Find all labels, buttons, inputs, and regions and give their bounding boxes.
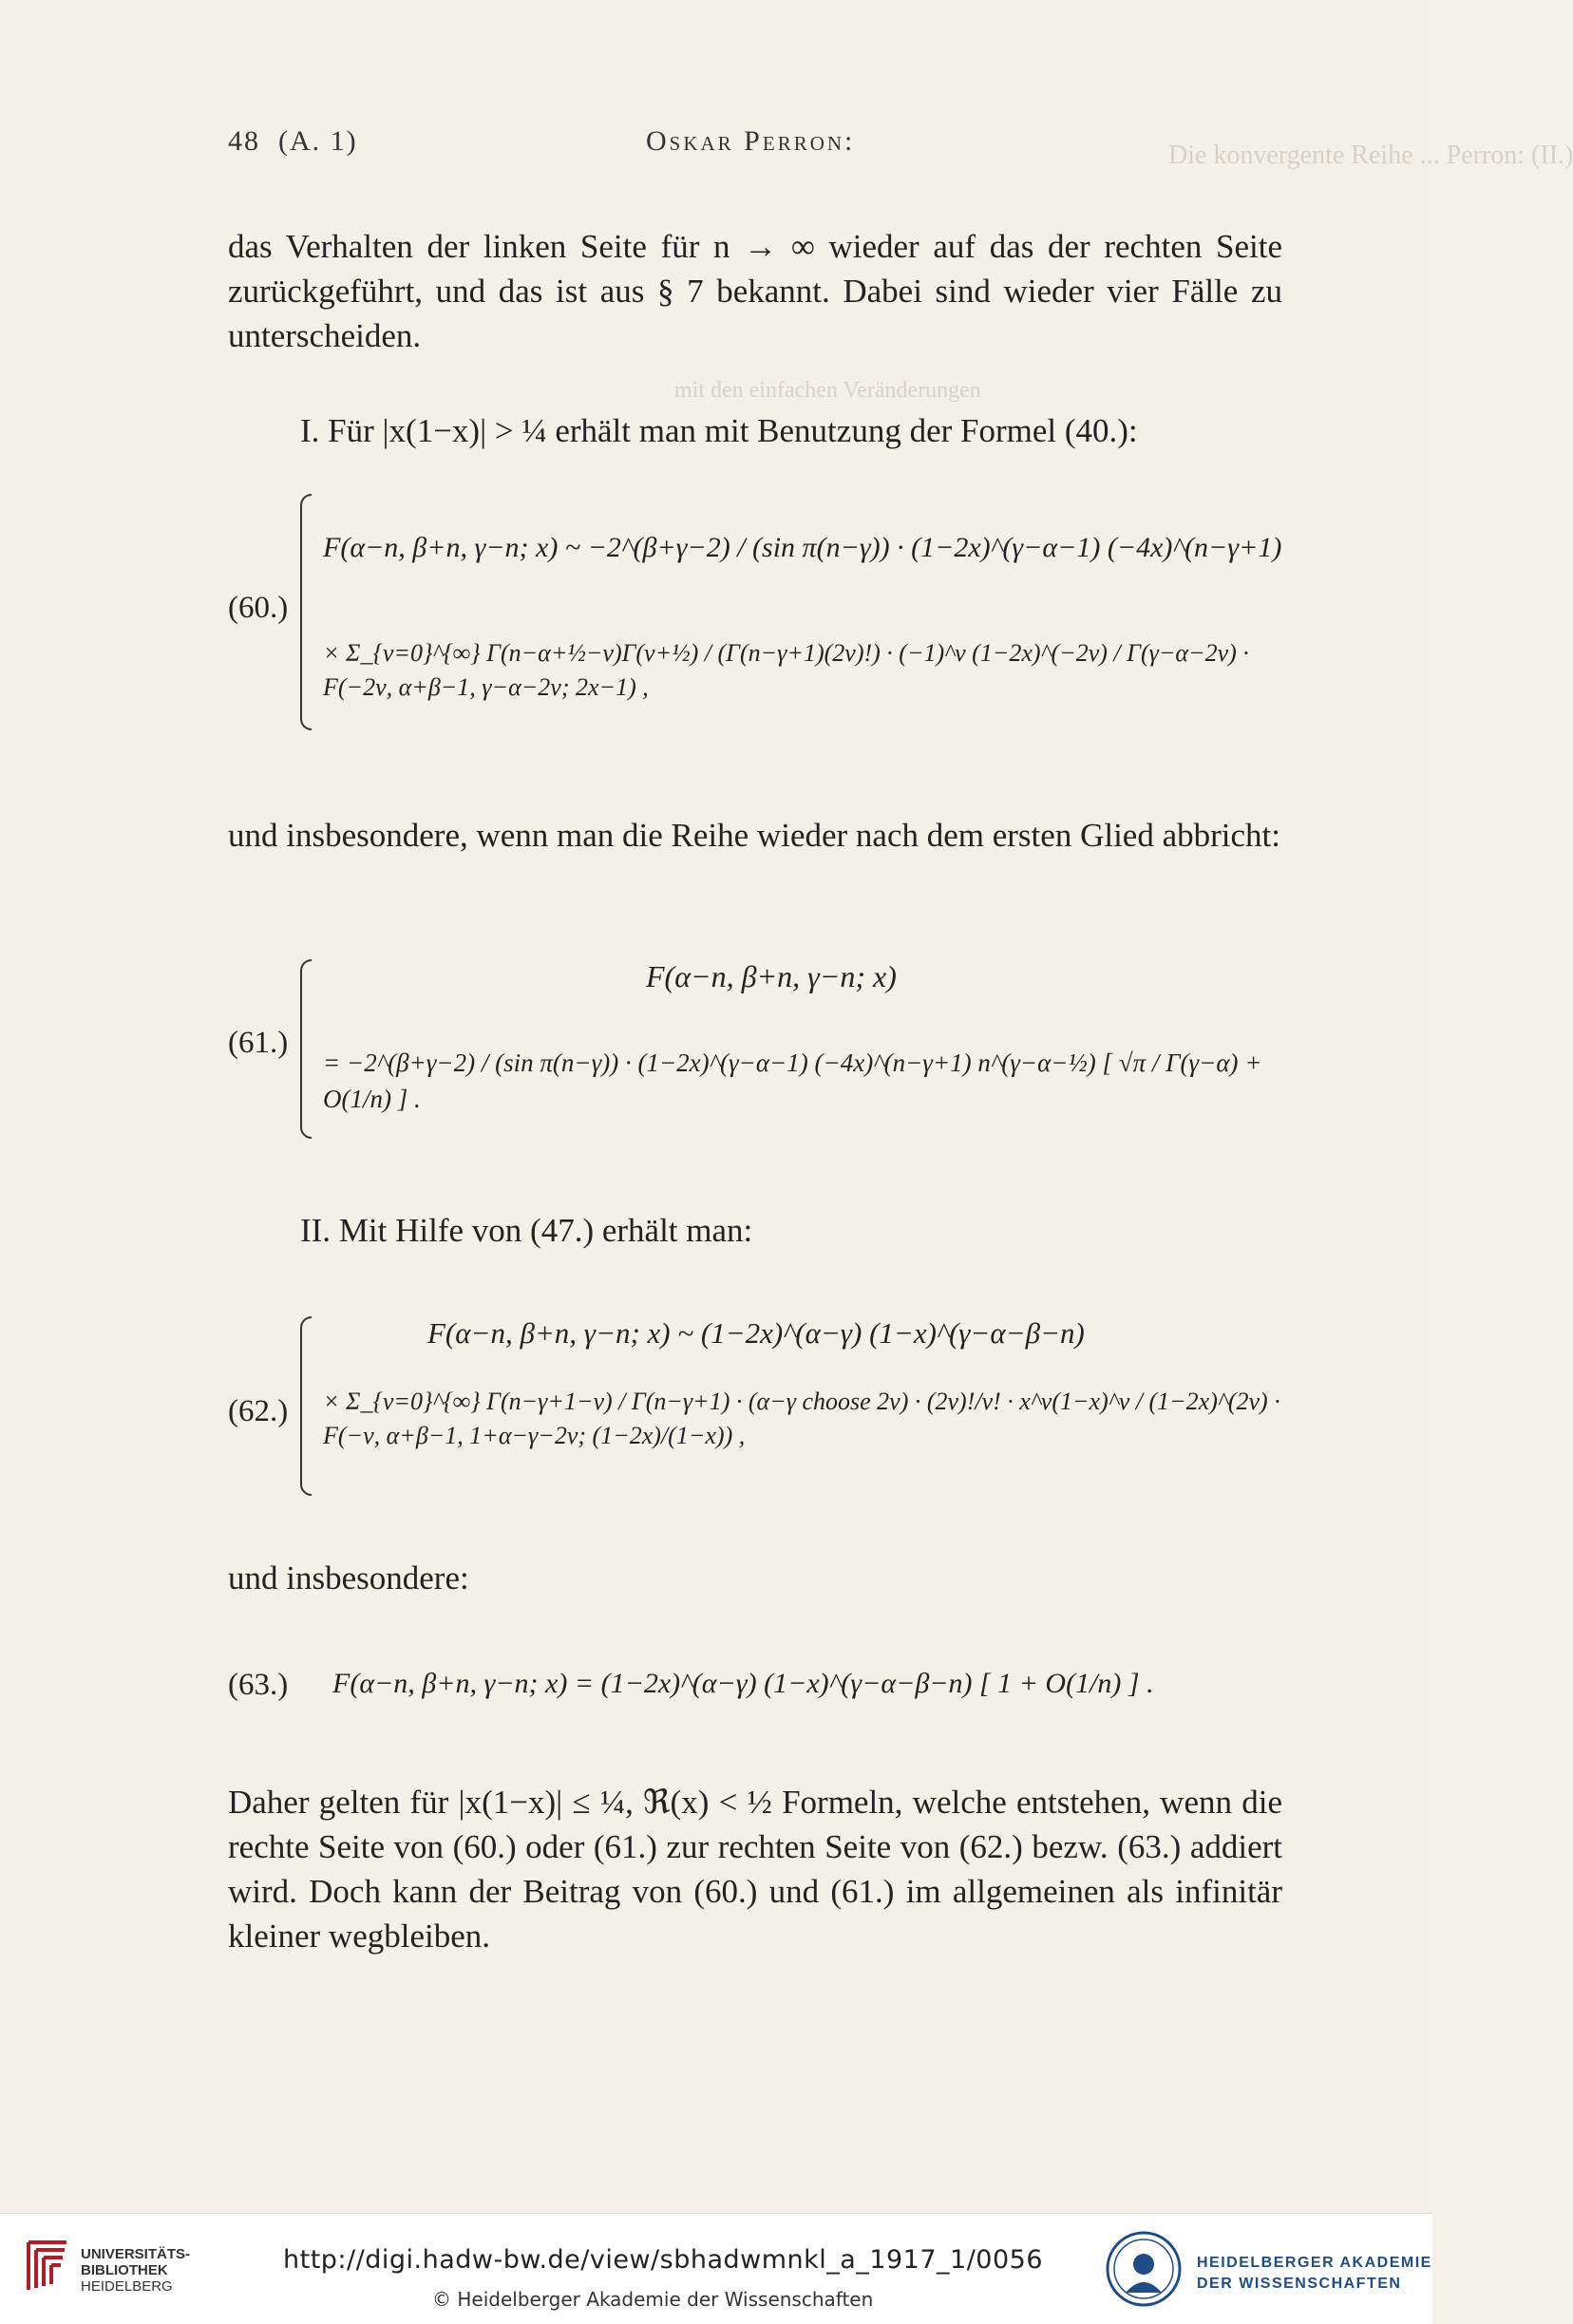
formula-brace [300, 494, 312, 730]
page-number: 48 (A. 1) [228, 125, 358, 157]
formula-60 [228, 494, 1292, 741]
paragraph-in-particular: und insbesondere: [228, 1559, 469, 1597]
formula-number: (61.) [228, 1026, 289, 1060]
permalink[interactable]: http://digi.hadw-bw.de/view/sbhadwmnkl_a_1917_1/0056 [283, 2245, 1044, 2275]
formula-number: (62.) [228, 1394, 289, 1428]
formula-61 [228, 959, 1292, 1140]
academy-name: HEIDELBERGER AKADEMIE DER WISSENSCHAFTEN [1197, 2255, 1432, 2292]
formula-63 [228, 1653, 1292, 1729]
paragraph-case-one: I. Für |x(1−x)| > ¼ erhält man mit Benutzung der Formel (40.): [300, 412, 1138, 449]
formula-line: = −2^(β+γ−2) / (sin π(n−γ)) · (1−2x)^(γ−α−1) (−4x)^(n−γ+1) n^(γ−α−½) [ √π / Γ(γ−α) + O(1/n) ] . [323, 1049, 1262, 1113]
formula-line: F(α−n, β+n, γ−n; x) ~ (1−2x)^(α−γ) (1−x)^(γ−α−β−n) [427, 1316, 1085, 1350]
paragraph-conclusion: Daher gelten für |x(1−x)| ≤ ¼, ℜ(x) < ½ Formeln, welche entstehen, wenn die rechte Seite von (60.) oder (61.) zur rechten Seite von (62.) bezw. (63.) addiert wird. Doch kann der Beitrag von (60.) und (61.) im allgemeinen als infinitär kleiner wegbleiben. [228, 1784, 1282, 1955]
paragraph-intro: das Verhalten der linken Seite für n → ∞ wieder auf das der rechten Seite zurückgeführt, und das ist aus § 7 bekannt. Dabei sind wieder vier Fälle zu unterscheiden. [228, 228, 1282, 354]
formula-number: (60.) [228, 591, 289, 625]
paragraph-first-term: und insbesondere, wenn man die Reihe wieder nach dem ersten Glied abbricht: [228, 817, 1280, 854]
formula-line: × Σ_{ν=0}^{∞} Γ(n−γ+1−ν) / Γ(n−γ+1) · (α−γ choose 2ν) · (2ν)!/ν! · x^ν(1−x)^ν / (1−2x)^(2ν) · F(−ν, α+β−1, 1+α−γ−2ν; (1−2x)/(1−x)) , [323, 1388, 1280, 1449]
formula-line: F(α−n, β+n, γ−n; x) [646, 959, 897, 993]
bleed-through-text: Die konvergente Reihe ... Perron: (II.) [1168, 141, 1573, 170]
formula-brace [300, 1316, 312, 1496]
formula-line: F(α−n, β+n, γ−n; x) = (1−2x)^(α−γ) (1−x)^(γ−α−β−n) [ 1 + O(1/n) ] . [332, 1668, 1154, 1699]
formula-62 [228, 1316, 1292, 1497]
paragraph-case-two: II. Mit Hilfe von (47.) erhält man: [300, 1212, 753, 1249]
formula-brace [300, 959, 312, 1139]
formula-line: × Σ_{ν=0}^{∞} Γ(n−α+½−ν)Γ(ν+½) / (Γ(n−γ+1)(2ν)!) · (−1)^ν (1−2x)^(−2ν) / Γ(γ−α−2ν) · F(−2ν, α+β−1, γ−α−2ν; 2x−1) , [323, 639, 1249, 701]
author-name: Oskar Perron: [646, 125, 856, 157]
bleed-through-text: mit den einfachen Veränderungen [674, 378, 981, 403]
formula-number: (63.) [228, 1668, 289, 1702]
university-library-name: UNIVERSITÄTS- BIBLIOTHEK HEIDELBERG [81, 2246, 191, 2295]
copyright-notice: © Heidelberger Akademie der Wissenschaften [432, 2288, 874, 2311]
running-header [228, 125, 1282, 163]
academy-seal-icon [1105, 2230, 1183, 2308]
formula-line: F(α−n, β+n, γ−n; x) ~ −2^(β+γ−2) / (sin π(n−γ)) · (1−2x)^(γ−α−1) (−4x)^(n−γ+1) [323, 532, 1282, 563]
